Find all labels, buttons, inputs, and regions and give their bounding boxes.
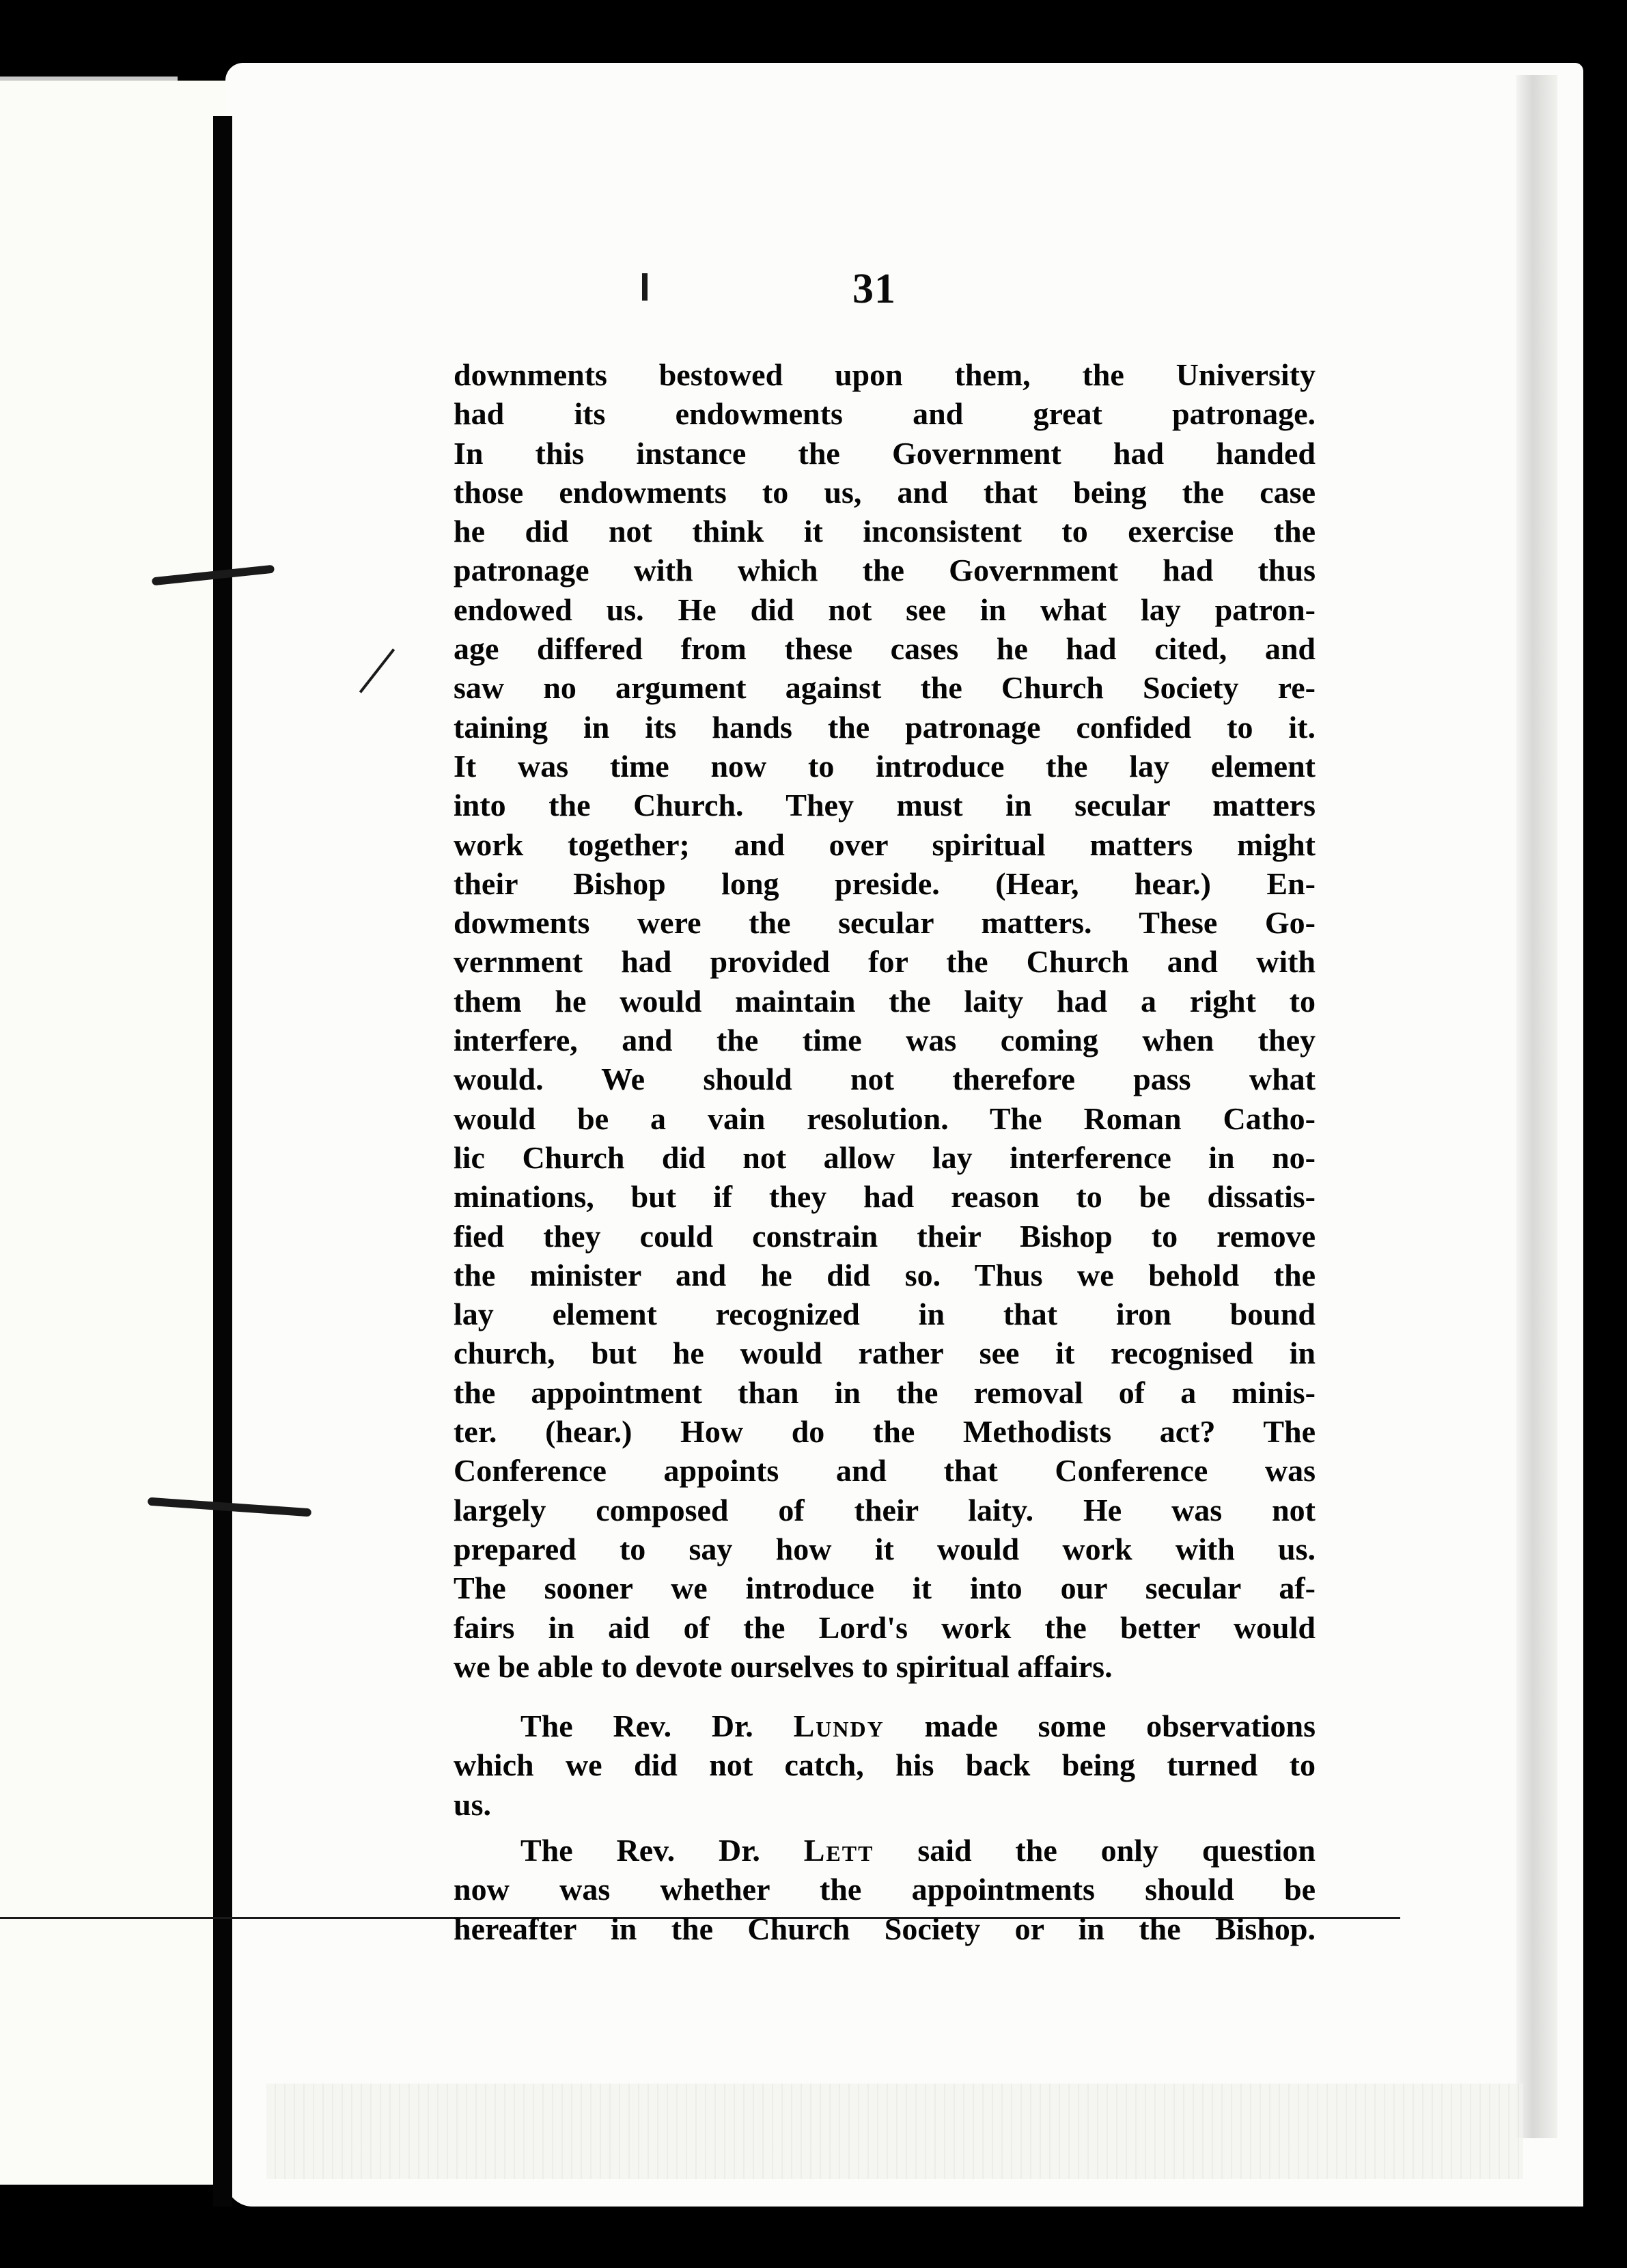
text-line: lay element recognized in that iron bound — [454, 1297, 1316, 1332]
text-fragment: made some observations — [884, 1709, 1316, 1744]
text-line: Conference appoints and that Conference was — [454, 1453, 1316, 1489]
page-bottom-texture — [266, 2084, 1523, 2179]
text-line: saw no argument against the Church Society re- — [454, 670, 1316, 706]
text-line: largely composed of their laity. He was not — [454, 1492, 1316, 1527]
paragraph-gap — [454, 1686, 1316, 1706]
text-fragment: said the only question — [874, 1832, 1316, 1868]
text-line: their Bishop long preside. (Hear, hear.) En- — [454, 866, 1316, 901]
text-line: hereafter in the Church Society or in the Bishop. — [454, 1911, 1316, 1946]
text-line: vernment had provided for the Church and with — [454, 944, 1316, 980]
right-page-edge — [1516, 75, 1557, 2138]
document-body — [454, 355, 1316, 1948]
text-line: minations, but if they had reason to be dissatis- — [454, 1179, 1316, 1215]
text-line: fairs in aid of the Lord's work the better would — [454, 1609, 1316, 1645]
text-line: endowed us. He did not see in what lay patron- — [454, 592, 1316, 627]
paragraph-gap — [454, 1824, 1316, 1831]
text-line: downments bestowed upon them, the University — [454, 357, 1316, 392]
text-line: now was whether the appointments should be — [454, 1872, 1316, 1907]
text-line — [454, 1706, 1316, 1745]
text-line: them he would maintain the laity had a right to — [454, 983, 1316, 1019]
text-line: It was time now to introduce the lay element — [454, 748, 1316, 784]
text-line: interfere, and the time was coming when they — [454, 1023, 1316, 1058]
speaker-name: Lett — [803, 1832, 874, 1868]
page-number: 31 — [852, 266, 896, 312]
text-line: he did not think it inconsistent to exercise the — [454, 514, 1316, 549]
text-line: those endowments to us, and that being the case — [454, 474, 1316, 510]
text-line: into the Church. They must in secular matters — [454, 788, 1316, 823]
text-fragment: The Rev. Dr. — [520, 1832, 804, 1868]
text-line: us. — [454, 1786, 491, 1822]
text-line: prepared to say how it would work with us. — [454, 1531, 1316, 1566]
text-line: the appointment than in the removal of a minis- — [454, 1374, 1316, 1410]
text-line: age differed from these cases he had cited, and — [454, 631, 1316, 667]
text-line: patronage with which the Government had thus — [454, 553, 1316, 588]
text-line: ter. (hear.) How do the Methodists act? The — [454, 1414, 1316, 1450]
scan-mark — [642, 273, 648, 301]
text-line — [454, 1831, 1316, 1870]
text-line: had its endowments and great patronage. — [454, 396, 1316, 432]
left-page — [0, 81, 243, 2185]
text-line: which we did not catch, his back being turned to — [454, 1747, 1316, 1783]
text-line: we be able to devote ourselves to spiritual affairs. — [454, 1648, 1113, 1684]
text-line: would be a vain resolution. The Roman Catho- — [454, 1101, 1316, 1136]
text-fragment: The Rev. Dr. — [520, 1709, 794, 1744]
text-line: church, but he would rather see it recognised in — [454, 1336, 1316, 1371]
text-line: would. We should not therefore pass what — [454, 1062, 1316, 1097]
text-line: The sooner we introduce it into our secular af- — [454, 1571, 1316, 1606]
speaker-name: Lundy — [793, 1709, 885, 1744]
book-spine — [213, 116, 232, 2207]
text-line: In this instance the Government had handed — [454, 435, 1316, 471]
text-line: lic Church did not allow lay interference in no- — [454, 1139, 1316, 1175]
text-line: work together; and over spiritual matters might — [454, 827, 1316, 862]
text-line: fied they could constrain their Bishop to remove — [454, 1218, 1316, 1254]
text-line: dowments were the secular matters. These Go- — [454, 905, 1316, 941]
text-line: taining in its hands the patronage confided to it. — [454, 709, 1316, 745]
text-line: the minister and he did so. Thus we behold the — [454, 1257, 1316, 1292]
